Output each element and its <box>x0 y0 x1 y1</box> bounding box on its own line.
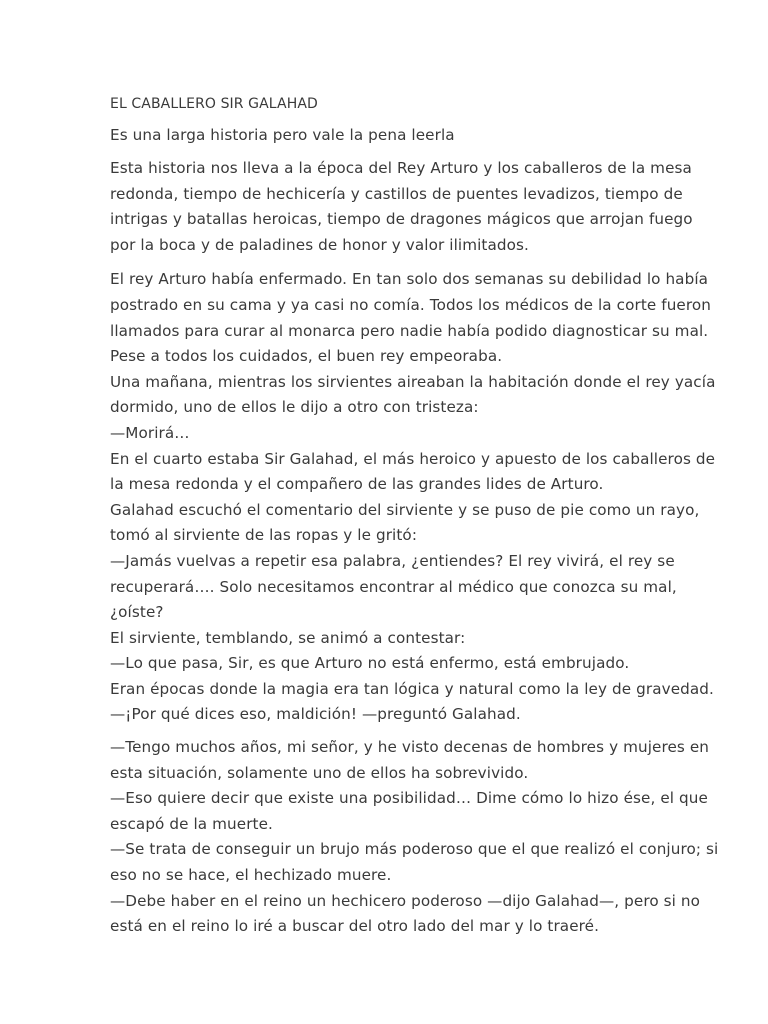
paragraph-dialogue <box>110 735 719 940</box>
text-line: En el cuarto estaba Sir Galahad, el más heroico y apuesto de los caballeros de <box>110 449 716 468</box>
text-line: postrado en su cama y ya casi no comía. Todos los médicos de la corte fueron <box>110 295 711 314</box>
paragraph-story <box>110 267 716 728</box>
text-line: —Morirá… <box>110 423 190 442</box>
text-line: —Se trata de conseguir un brujo más poderoso que el que realizó el conjuro; si <box>110 840 719 859</box>
text-line: dormido, uno de ellos le dijo a otro con tristeza: <box>110 398 479 417</box>
text-line: El rey Arturo había enfermado. En tan solo dos semanas su debilidad lo había <box>110 270 709 289</box>
text-line: El sirviente, temblando, se animó a contestar: <box>110 628 466 647</box>
document-page <box>110 92 719 940</box>
document-subtitle: Es una larga historia pero vale la pena leerla <box>110 126 455 144</box>
text-line: la mesa redonda y el compañero de las grandes lides de Arturo. <box>110 475 604 494</box>
text-line: llamados para curar al monarca pero nadie había podido diagnosticar su mal. <box>110 321 709 340</box>
text-line: —Eso quiere decir que existe una posibilidad… Dime cómo lo hizo ése, el que <box>110 789 708 808</box>
text-line: —Lo que pasa, Sir, es que Arturo no está enfermo, está embrujado. <box>110 654 630 673</box>
text-line: por la boca y de paladines de honor y valor ilimitados. <box>110 235 529 254</box>
text-line: tomó al sirviente de las ropas y le gritó: <box>110 526 418 545</box>
text-line: Eran épocas donde la magia era tan lógica y natural como la ley de gravedad. <box>110 679 714 698</box>
text-line: redonda, tiempo de hechicería y castillos de puentes levadizos, tiempo de <box>110 184 683 203</box>
text-line: eso no se hace, el hechizado muere. <box>110 866 392 885</box>
text-line: ¿oíste? <box>110 603 164 622</box>
document-title: EL CABALLERO SIR GALAHAD <box>110 96 318 112</box>
text-line: Galahad escuchó el comentario del sirviente y se puso de pie como un rayo, <box>110 500 700 519</box>
text-line: —¡Por qué dices eso, maldición! —preguntó Galahad. <box>110 705 521 724</box>
text-line: —Tengo muchos años, mi señor, y he visto decenas de hombres y mujeres en <box>110 738 710 757</box>
text-line: está en el reino lo iré a buscar del otro lado del mar y lo traeré. <box>110 917 600 936</box>
text-line: Esta historia nos lleva a la época del Rey Arturo y los caballeros de la mesa <box>110 159 692 177</box>
text-line: —Debe haber en el reino un hechicero poderoso —dijo Galahad—, pero si no <box>110 891 701 910</box>
text-line: esta situación, solamente uno de ellos ha sobrevivido. <box>110 763 529 782</box>
text-line: Una mañana, mientras los sirvientes aireaban la habitación donde el rey yacía <box>110 372 716 391</box>
text-line: intrigas y batallas heroicas, tiempo de dragones mágicos que arrojan fuego <box>110 210 693 229</box>
text-line: Pese a todos los cuidados, el buen rey empeoraba. <box>110 347 503 366</box>
text-line: —Jamás vuelvas a repetir esa palabra, ¿entiendes? El rey vivirá, el rey se <box>110 551 675 570</box>
text-line: recuperará…. Solo necesitamos encontrar al médico que conozca su mal, <box>110 577 677 596</box>
paragraph-intro <box>110 156 693 258</box>
text-line: escapó de la muerte. <box>110 814 273 833</box>
